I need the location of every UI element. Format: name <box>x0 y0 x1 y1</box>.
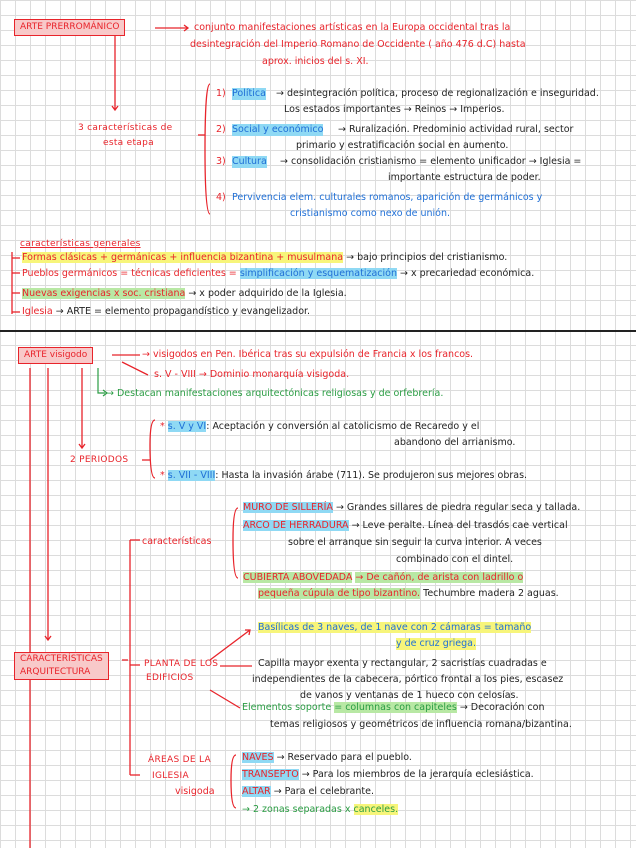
arco-line-3: combinado con el dintel. <box>396 554 514 565</box>
item-4-text-2: cristianismo como nexo de unión. <box>290 208 451 219</box>
elementos-soporte-2: temas religiosos y geométricos de influencia romana/bizantina. <box>270 719 572 730</box>
general-item-2: Pueblos germánicos = técnicas deficientes = simplificación y esquematización → x precariedad económica. <box>22 268 535 279</box>
tres-caracteristicas-label: 3 características de <box>78 123 173 133</box>
cubierta-item: CUBIERTA ABOVEDADA → De cañón, de arista con ladrillo o <box>243 572 524 583</box>
areas-label-2: IGLESIA <box>152 771 189 781</box>
caracteristicas-label: características <box>142 536 212 547</box>
arco-line-2: sobre el arranque sin seguir la curva interior. A veces <box>288 537 542 548</box>
item-2-key: Social y económico <box>232 124 324 135</box>
arquitectura-label-2: ARQUITECTURA <box>20 667 91 677</box>
periodo-1: * s. V y VI: Aceptación y conversión al catolicismo de Recaredo y el <box>160 421 480 432</box>
areas-label-3: visigoda <box>175 786 215 797</box>
prerromanico-definition-line-2: desintegración del Imperio Romano de Occidente ( año 476 d.C) hasta <box>190 39 526 50</box>
periodo-2: * s. VII - VIII: Hasta la invasión árabe (711). Se produjeron sus mejores obras. <box>160 470 528 481</box>
planta-capilla-3: de vanos y ventanas de 1 hueco con celosías. <box>300 690 519 701</box>
cubierta-line-2: pequeña cúpula de tipo bizantino. Techumbre madera 2 aguas. <box>258 588 559 599</box>
periodos-label: 2 PERIODOS <box>70 455 129 465</box>
planta-basilicas-2: y de cruz griega. <box>396 638 476 649</box>
planta-label: PLANTA DE LOS <box>144 659 219 669</box>
general-item-1: Formas clásicas + germánicas + influencia bizantina + musulmana → bajo principios del cristianismo. <box>22 252 508 263</box>
visigodo-line-2: s. V - VIII → Dominio monarquía visigoda. <box>154 369 350 380</box>
prerromanico-title: ARTE PRERROMÁNICO <box>14 19 125 36</box>
general-item-4: Iglesia → ARTE = elemento propagandístico y evangelizador. <box>22 306 311 317</box>
prerromanico-definition-line-1: conjunto manifestaciones artísticas en la Europa occidental tras la <box>194 22 511 33</box>
muro-item: MURO DE SILLERÍA → Grandes sillares de piedra regular seca y tallada. <box>243 502 581 513</box>
planta-capilla-2: independientes de la cabecera, pórtico frontal a los pies, escasez <box>252 674 564 685</box>
item-4-number: 4) <box>216 192 226 203</box>
area-transepto: TRANSEPTO → Para los miembros de la jerarquía eclesiástica. <box>242 769 534 780</box>
item-3-number: 3) <box>216 156 226 167</box>
caracteristicas-generales-title: características generales <box>20 239 141 249</box>
item-3-key: Cultura <box>232 156 267 167</box>
periodo-1-line-2: abandono del arrianismo. <box>394 437 516 448</box>
arco-item: ARCO DE HERRADURA → Leve peralte. Línea del trasdós cae vertical <box>243 520 568 531</box>
item-1-key: Política <box>232 88 266 99</box>
item-1-text-2: Los estados importantes → Reinos → Imperios. <box>284 104 505 115</box>
section-divider <box>0 330 636 332</box>
item-3-text: → consolidación cristianismo = elemento unificador → Iglesia = <box>280 156 582 167</box>
visigodo-line-3: → Destacan manifestaciones arquitectónicas religiosas y de orfebrería. <box>106 388 444 399</box>
visigodo-title: ARTE visigodo <box>18 347 93 364</box>
item-4-key: Pervivencia elem. culturales romanos, aparición de germánicos y <box>232 192 543 203</box>
planta-basilicas: Basílicas de 3 naves, de 1 nave con 2 cámaras = tamaño <box>258 622 532 633</box>
elementos-soporte: Elementos soporte = columnas con capiteles → Decoración con <box>242 702 545 713</box>
planta-label-2: EDIFICIOS <box>146 673 194 683</box>
prerromanico-definition-line-3: aprox. inicios del s. XI. <box>262 56 369 67</box>
zonas-separadas: → 2 zonas separadas x canceles. <box>242 804 399 815</box>
areas-label-1: ÁREAS DE LA <box>148 755 211 765</box>
caracteristicas-arquitectura-box <box>14 652 109 680</box>
arquitectura-label-1: CARACTERÍSTICAS <box>20 654 103 664</box>
tres-caracteristicas-label-2: esta etapa <box>103 138 154 148</box>
item-2-text-2: primario y estratificación social en aumento. <box>296 140 509 151</box>
visigodo-line-1: → visigodos en Pen. Ibérica tras su expulsión de Francia x los francos. <box>142 349 474 360</box>
item-3-text-2: importante estructura de poder. <box>388 172 541 183</box>
planta-capilla-1: Capilla mayor exenta y rectangular, 2 sacristías cuadradas e <box>258 658 547 669</box>
item-1-text: → desintegración política, proceso de regionalización e inseguridad. <box>276 88 599 99</box>
area-altar: ALTAR → Para el celebrante. <box>242 786 374 797</box>
general-item-3: Nuevas exigencias x soc. cristiana → x poder adquirido de la Iglesia. <box>22 288 347 299</box>
item-1-number: 1) <box>216 88 226 99</box>
area-naves: NAVES → Reservado para el pueblo. <box>242 752 412 763</box>
item-2-text: → Ruralización. Predominio actividad rural, sector <box>338 124 574 135</box>
item-2-number: 2) <box>216 124 226 135</box>
